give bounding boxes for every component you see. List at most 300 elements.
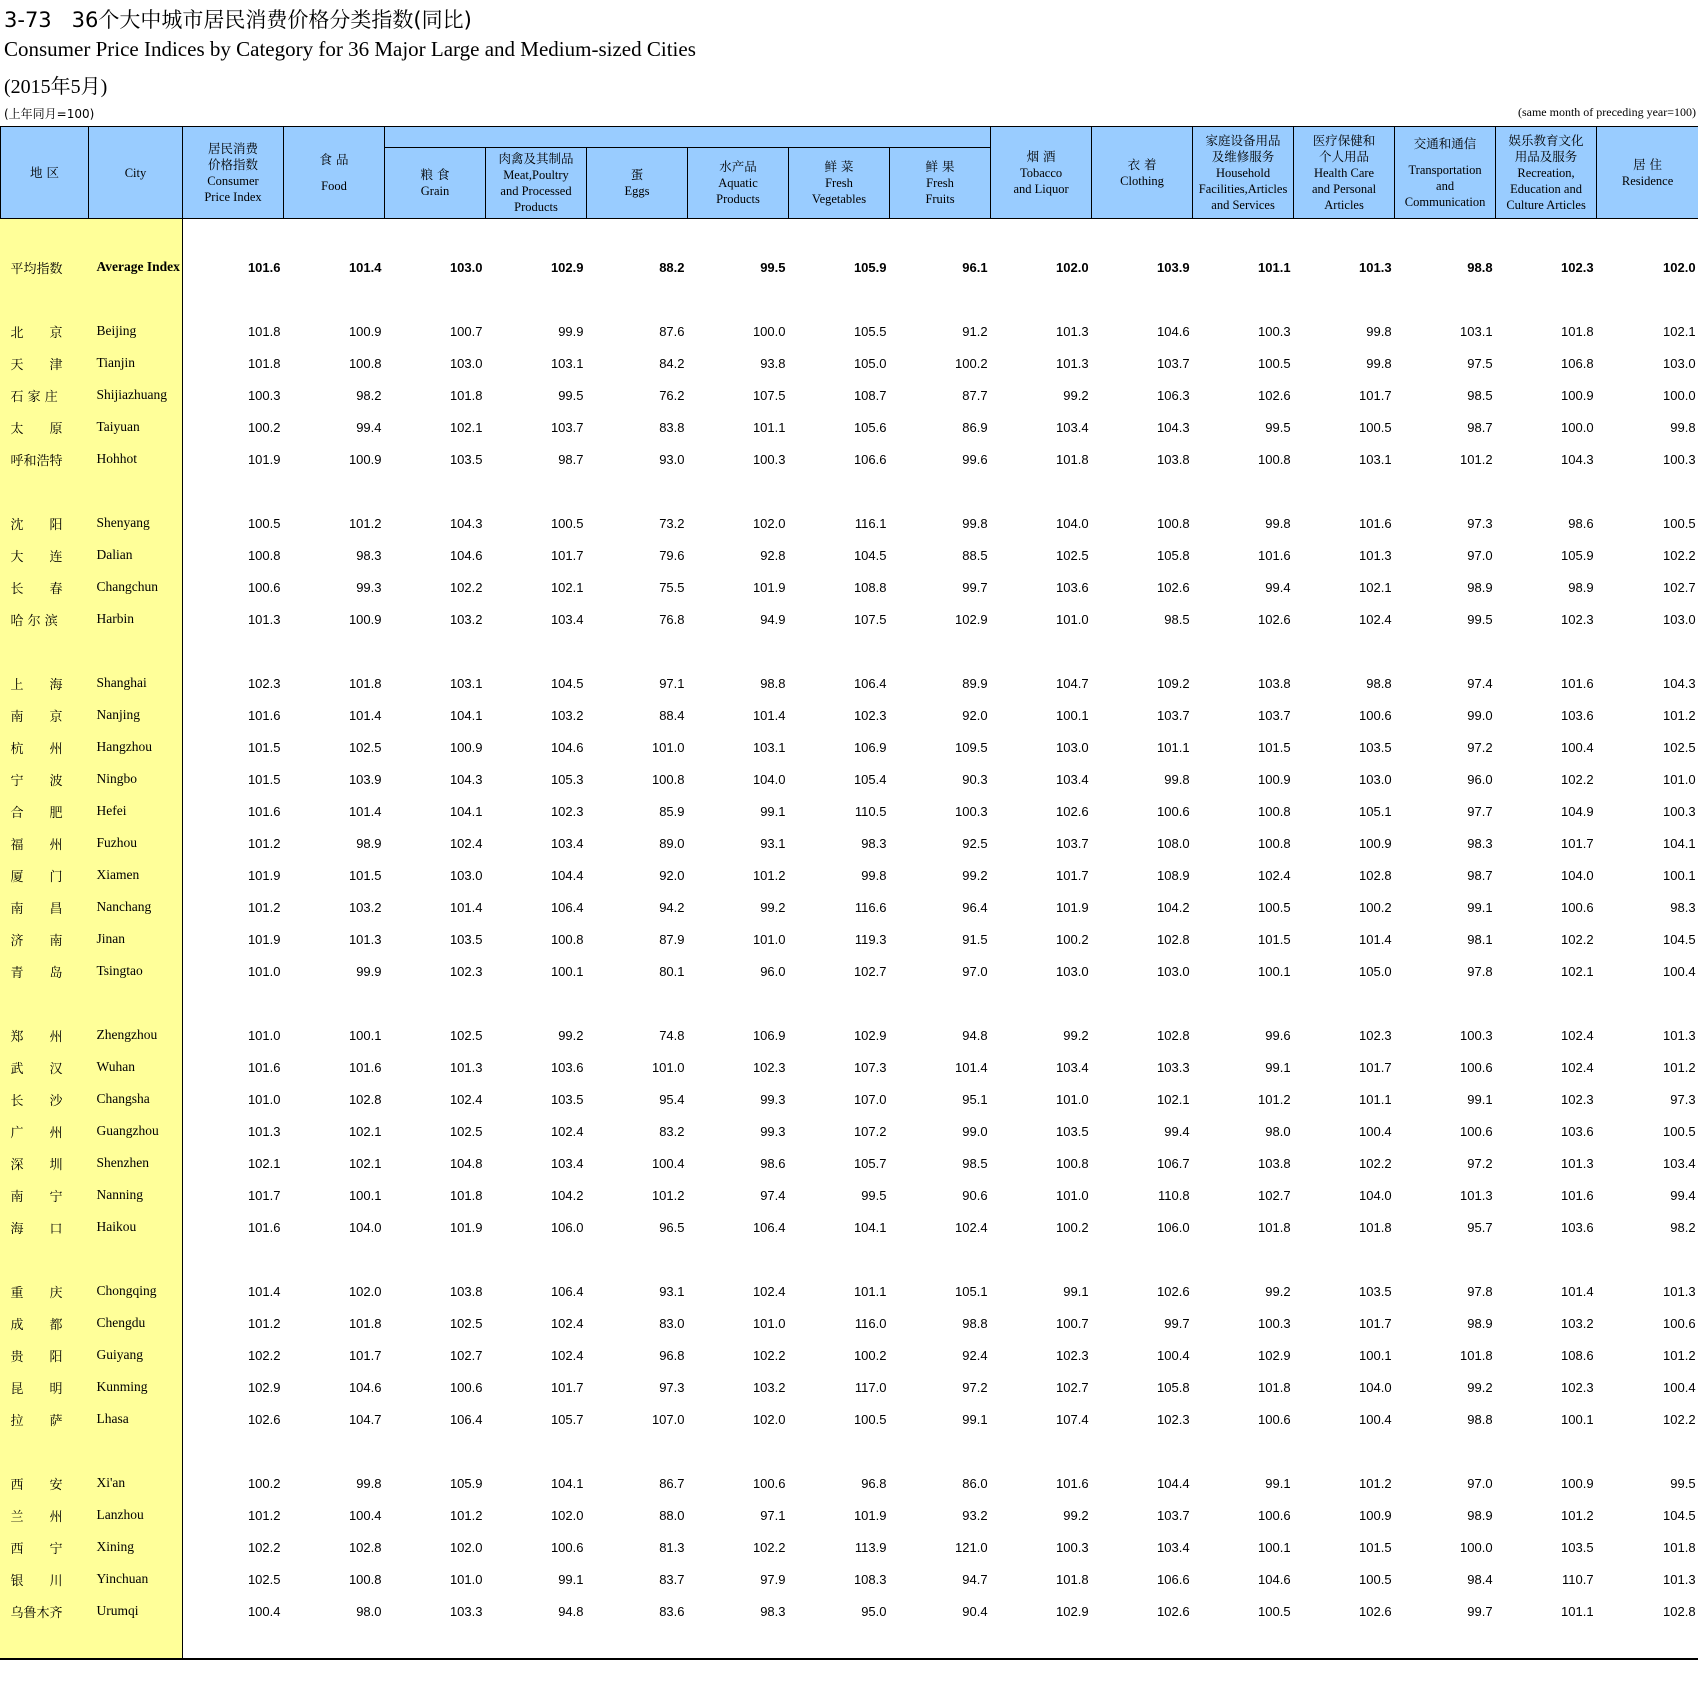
value-cell: 101.2 xyxy=(1663,1347,1696,1363)
city-name-en: Lhasa xyxy=(96,1411,129,1426)
value-cell: 103.5 xyxy=(550,1091,584,1107)
value-cell: 95.0 xyxy=(861,1603,887,1619)
value-cell: 100.5 xyxy=(1258,1603,1291,1619)
value-cell: 103.5 xyxy=(449,451,483,467)
value-cell: 86.0 xyxy=(962,1475,988,1491)
value-cell: 87.7 xyxy=(962,387,988,403)
value-cell: 107.3 xyxy=(853,1059,887,1075)
value-cell: 93.1 xyxy=(659,1283,685,1299)
value-cell: 101.6 xyxy=(247,1059,281,1075)
value-cell: 104.1 xyxy=(449,707,483,723)
value-cell: 83.6 xyxy=(659,1603,685,1619)
value-cell: 103.1 xyxy=(550,355,584,371)
value-cell: 103.5 xyxy=(449,931,483,947)
value-cell: 101.8 xyxy=(449,387,483,403)
value-cell: 104.7 xyxy=(348,1411,382,1427)
value-cell: 102.1 xyxy=(1561,963,1594,979)
value-cell: 100.3 xyxy=(1258,1315,1291,1331)
value-cell: 101.6 xyxy=(247,1219,281,1235)
value-cell: 113.9 xyxy=(854,1539,887,1555)
value-cell: 107.2 xyxy=(853,1123,887,1139)
value-cell: 108.0 xyxy=(1157,835,1190,851)
value-cell: 102.1 xyxy=(550,579,584,595)
value-cell: 104.2 xyxy=(550,1187,584,1203)
city-row xyxy=(1,891,1698,923)
value-cell: 101.8 xyxy=(348,675,382,691)
value-cell: 102.4 xyxy=(1359,611,1392,627)
city-row xyxy=(1,1051,1698,1083)
value-cell: 102.9 xyxy=(550,259,584,275)
value-cell: 103.9 xyxy=(348,771,382,787)
value-cell: 102.0 xyxy=(449,1539,483,1555)
value-cell: 93.1 xyxy=(760,835,786,851)
value-cell: 106.8 xyxy=(1561,355,1594,371)
value-cell: 101.3 xyxy=(247,611,281,627)
city-row xyxy=(1,603,1698,635)
value-cell: 106.0 xyxy=(550,1219,584,1235)
city-row xyxy=(1,699,1698,731)
value-cell: 110.5 xyxy=(854,803,887,819)
value-cell: 73.2 xyxy=(659,515,685,531)
value-cell: 101.0 xyxy=(247,963,281,979)
value-cell: 97.0 xyxy=(962,963,988,979)
value-cell: 106.4 xyxy=(550,899,584,915)
average-row xyxy=(1,219,1698,316)
value-cell: 102.1 xyxy=(348,1123,382,1139)
value-cell: 100.8 xyxy=(1258,803,1291,819)
value-cell: 105.4 xyxy=(853,771,887,787)
value-cell: 88.4 xyxy=(659,707,685,723)
value-cell: 102.5 xyxy=(247,1571,281,1587)
value-cell: 92.0 xyxy=(962,707,988,723)
value-cell: 104.0 xyxy=(1359,1379,1392,1395)
value-cell: 99.2 xyxy=(962,867,988,883)
value-cell: 101.3 xyxy=(1359,259,1392,275)
value-cell: 98.9 xyxy=(1568,579,1594,595)
value-cell: 98.8 xyxy=(1366,675,1392,691)
value-cell: 102.4 xyxy=(449,1091,483,1107)
value-cell: 101.0 xyxy=(247,1091,281,1107)
region-name-cn: 西 安 xyxy=(10,1477,63,1493)
value-cell: 106.4 xyxy=(550,1283,584,1299)
value-cell: 101.9 xyxy=(247,451,281,467)
value-cell: 100.5 xyxy=(1258,899,1291,915)
value-cell: 103.5 xyxy=(1561,1539,1594,1555)
value-cell: 102.5 xyxy=(348,739,382,755)
city-name-en: Chengdu xyxy=(96,1315,146,1330)
value-cell: 100.2 xyxy=(1056,1219,1089,1235)
value-cell: 99.4 xyxy=(1265,579,1291,595)
city-row xyxy=(1,763,1698,795)
region-name-cn: 呼和浩特 xyxy=(10,453,63,469)
value-cell: 102.2 xyxy=(752,1347,786,1363)
city-name-en: Beijing xyxy=(96,323,137,338)
value-cell: 97.9 xyxy=(760,1571,786,1587)
value-cell: 99.6 xyxy=(1265,1027,1291,1043)
value-cell: 87.6 xyxy=(659,323,685,339)
value-cell: 101.3 xyxy=(1663,1027,1696,1043)
value-cell: 98.1 xyxy=(1467,931,1493,947)
value-cell: 76.2 xyxy=(659,387,685,403)
city-name-en: Lanzhou xyxy=(96,1507,144,1522)
region-name-cn: 重 庆 xyxy=(10,1285,63,1301)
city-name-en: Changsha xyxy=(96,1091,150,1106)
value-cell: 101.2 xyxy=(449,1507,483,1523)
value-cell: 117.0 xyxy=(854,1379,887,1395)
value-cell: 99.2 xyxy=(1063,387,1089,403)
value-cell: 100.5 xyxy=(247,515,281,531)
bottom-spacer xyxy=(1,1627,1698,1655)
value-cell: 100.5 xyxy=(1663,1123,1696,1139)
value-cell: 102.3 xyxy=(1561,1091,1594,1107)
city-name-en: Wuhan xyxy=(96,1059,135,1074)
city-row xyxy=(1,1275,1698,1307)
region-name-cn: 成 都 xyxy=(10,1317,63,1333)
value-cell: 103.6 xyxy=(1561,1219,1594,1235)
city-row xyxy=(1,539,1698,571)
value-cell: 99.4 xyxy=(1670,1187,1696,1203)
value-cell: 100.0 xyxy=(1663,387,1696,403)
value-cell: 110.8 xyxy=(1157,1187,1190,1203)
value-cell: 99.2 xyxy=(1063,1507,1089,1523)
region-name-cn: 武 汉 xyxy=(10,1061,63,1077)
header-household: 家庭设备用品 及维修服务 Household Facilities,Articles and Services xyxy=(1193,127,1294,219)
value-cell: 104.1 xyxy=(550,1475,584,1491)
value-cell: 102.8 xyxy=(1157,931,1190,947)
region-name-cn: 南 宁 xyxy=(10,1189,63,1205)
value-cell: 99.5 xyxy=(1467,611,1493,627)
value-cell: 103.3 xyxy=(1157,1059,1190,1075)
value-cell: 101.0 xyxy=(752,1315,786,1331)
value-cell: 102.9 xyxy=(247,1379,281,1395)
value-cell: 103.0 xyxy=(449,259,483,275)
city-row xyxy=(1,1467,1698,1499)
value-cell: 94.2 xyxy=(659,899,685,915)
value-cell: 100.1 xyxy=(348,1027,382,1043)
date-label: (2015年5月) xyxy=(4,76,108,98)
value-cell: 101.2 xyxy=(247,835,281,851)
value-cell: 102.6 xyxy=(1157,1603,1190,1619)
value-cell: 104.6 xyxy=(550,739,584,755)
value-cell: 102.6 xyxy=(247,1411,281,1427)
header-food: 食 品 Food xyxy=(284,127,385,219)
value-cell: 102.3 xyxy=(1561,259,1594,275)
value-cell: 102.0 xyxy=(752,1411,786,1427)
value-cell: 97.8 xyxy=(1467,1283,1493,1299)
value-cell: 100.9 xyxy=(348,611,382,627)
value-cell: 101.7 xyxy=(247,1187,281,1203)
value-cell: 91.5 xyxy=(962,931,988,947)
value-cell: 99.8 xyxy=(1265,515,1291,531)
value-cell: 99.3 xyxy=(356,579,382,595)
region-name-cn: 广 州 xyxy=(10,1125,63,1141)
value-cell: 97.3 xyxy=(1670,1091,1696,1107)
value-cell: 101.6 xyxy=(1359,515,1392,531)
city-name-en: Kunming xyxy=(96,1379,148,1394)
value-cell: 98.5 xyxy=(962,1155,988,1171)
value-cell: 102.3 xyxy=(1359,1027,1392,1043)
value-cell: 102.6 xyxy=(1056,803,1089,819)
value-cell: 102.6 xyxy=(1157,1283,1190,1299)
region-name-cn: 石 家 庄 xyxy=(10,389,58,405)
value-cell: 104.6 xyxy=(1157,323,1190,339)
value-cell: 89.9 xyxy=(962,675,988,691)
value-cell: 101.1 xyxy=(1561,1603,1594,1619)
value-cell: 105.7 xyxy=(853,1155,887,1171)
value-cell: 101.5 xyxy=(1258,931,1291,947)
spacer-cell xyxy=(1,635,1698,667)
value-cell: 103.8 xyxy=(1258,675,1291,691)
city-row xyxy=(1,1595,1698,1627)
city-name-en: Shenyang xyxy=(96,515,150,530)
value-cell: 101.0 xyxy=(1056,1187,1089,1203)
value-cell: 104.1 xyxy=(449,803,483,819)
city-name-en: Fuzhou xyxy=(96,835,137,850)
value-cell: 101.2 xyxy=(1359,1475,1392,1491)
value-cell: 104.6 xyxy=(1258,1571,1291,1587)
value-cell: 104.1 xyxy=(1663,835,1696,851)
value-cell: 106.9 xyxy=(853,739,887,755)
value-cell: 97.1 xyxy=(659,675,685,691)
header-transport: 交通和通信 Transportation and Communication xyxy=(1395,127,1496,219)
value-cell: 103.7 xyxy=(1157,355,1190,371)
value-cell: 101.4 xyxy=(348,707,382,723)
value-cell: 101.8 xyxy=(1561,323,1594,339)
value-cell: 101.7 xyxy=(1359,1315,1392,1331)
value-cell: 100.6 xyxy=(247,579,281,595)
city-row xyxy=(1,571,1698,603)
value-cell: 101.9 xyxy=(1056,899,1089,915)
city-name-en: Tianjin xyxy=(96,355,136,370)
value-cell: 102.7 xyxy=(1663,579,1696,595)
value-cell: 101.7 xyxy=(1056,867,1089,883)
value-cell: 101.4 xyxy=(1561,1283,1594,1299)
value-cell: 100.1 xyxy=(1258,963,1291,979)
value-cell: 101.6 xyxy=(1056,1475,1089,1491)
value-cell: 103.0 xyxy=(449,355,483,371)
value-cell: 87.9 xyxy=(659,931,685,947)
spacer-cell xyxy=(1,475,1698,507)
value-cell: 101.6 xyxy=(348,1059,382,1075)
value-cell: 106.4 xyxy=(752,1219,786,1235)
value-cell: 92.5 xyxy=(962,835,988,851)
value-cell: 108.3 xyxy=(853,1571,887,1587)
value-cell: 102.9 xyxy=(853,1027,887,1043)
value-cell: 98.9 xyxy=(1467,579,1493,595)
value-cell: 100.8 xyxy=(651,771,685,787)
value-cell: 105.0 xyxy=(853,355,887,371)
value-cell: 100.4 xyxy=(1359,1411,1392,1427)
city-name-en: Dalian xyxy=(96,547,133,562)
value-cell: 101.2 xyxy=(1561,1507,1594,1523)
value-cell: 109.5 xyxy=(955,739,988,755)
value-cell: 101.5 xyxy=(1258,739,1291,755)
value-cell: 104.3 xyxy=(1663,675,1696,691)
value-cell: 105.3 xyxy=(550,771,584,787)
value-cell: 96.1 xyxy=(962,259,988,275)
header-food-subgroup xyxy=(385,127,991,148)
city-row xyxy=(1,347,1698,379)
value-cell: 102.8 xyxy=(1663,1603,1696,1619)
value-cell: 99.7 xyxy=(1467,1603,1493,1619)
city-row xyxy=(1,315,1698,347)
value-cell: 101.6 xyxy=(1561,675,1594,691)
value-cell: 108.8 xyxy=(853,579,887,595)
city-name-en: Hangzhou xyxy=(96,739,152,754)
value-cell: 98.6 xyxy=(760,1155,786,1171)
value-cell: 95.1 xyxy=(962,1091,988,1107)
value-cell: 102.4 xyxy=(550,1315,584,1331)
value-cell: 100.9 xyxy=(1561,1475,1594,1491)
value-cell: 101.2 xyxy=(1258,1091,1291,1107)
city-name-en: Hefei xyxy=(96,803,127,818)
value-cell: 103.8 xyxy=(1157,451,1190,467)
value-cell: 103.7 xyxy=(1258,707,1291,723)
value-cell: 101.4 xyxy=(752,707,786,723)
value-cell: 96.0 xyxy=(760,963,786,979)
value-cell: 116.1 xyxy=(854,515,887,531)
value-cell: 102.3 xyxy=(247,675,281,691)
value-cell: 101.3 xyxy=(1359,547,1392,563)
value-cell: 98.3 xyxy=(760,1603,786,1619)
value-cell: 104.0 xyxy=(1359,1187,1392,1203)
value-cell: 83.7 xyxy=(659,1571,685,1587)
region-name-cn: 长 春 xyxy=(10,581,63,597)
value-cell: 94.7 xyxy=(962,1571,988,1587)
value-cell: 101.4 xyxy=(247,1283,281,1299)
value-cell: 102.5 xyxy=(449,1123,483,1139)
value-cell: 107.5 xyxy=(853,611,887,627)
header-clothing: 衣 着 Clothing xyxy=(1092,127,1193,219)
value-cell: 100.4 xyxy=(1157,1347,1190,1363)
value-cell: 101.8 xyxy=(1258,1379,1291,1395)
value-cell: 101.3 xyxy=(1056,355,1089,371)
table-body xyxy=(1,219,1698,1656)
value-cell: 100.5 xyxy=(1258,355,1291,371)
value-cell: 107.0 xyxy=(853,1091,887,1107)
value-cell: 101.8 xyxy=(1258,1219,1291,1235)
value-cell: 100.1 xyxy=(1561,1411,1594,1427)
region-name-cn: 厦 门 xyxy=(10,869,63,885)
value-cell: 102.3 xyxy=(449,963,483,979)
value-cell: 100.8 xyxy=(348,355,382,371)
region-name-cn: 南 昌 xyxy=(10,901,63,917)
region-name-cn: 合 肥 xyxy=(10,805,63,821)
value-cell: 100.4 xyxy=(1561,739,1594,755)
value-cell: 90.3 xyxy=(962,771,988,787)
city-name-en: Jinan xyxy=(96,931,125,946)
value-cell: 92.8 xyxy=(760,547,786,563)
value-cell: 103.4 xyxy=(1056,771,1089,787)
value-cell: 107.4 xyxy=(1056,1411,1089,1427)
value-cell: 101.0 xyxy=(651,739,685,755)
value-cell: 101.1 xyxy=(1359,1091,1392,1107)
value-cell: 101.7 xyxy=(550,547,584,563)
value-cell: 102.9 xyxy=(955,611,988,627)
value-cell: 92.0 xyxy=(659,867,685,883)
value-cell: 103.3 xyxy=(449,1603,483,1619)
value-cell: 102.7 xyxy=(1056,1379,1089,1395)
value-cell: 98.7 xyxy=(558,451,584,467)
value-cell: 103.8 xyxy=(449,1283,483,1299)
region-name-cn: 青 岛 xyxy=(10,965,63,981)
value-cell: 102.2 xyxy=(247,1347,281,1363)
value-cell: 101.7 xyxy=(1359,1059,1392,1075)
value-cell: 103.0 xyxy=(449,867,483,883)
value-cell: 104.3 xyxy=(1561,451,1594,467)
table-number: 3-73 xyxy=(4,8,52,32)
value-cell: 101.2 xyxy=(247,1315,281,1331)
value-cell: 103.2 xyxy=(550,707,584,723)
value-cell: 102.5 xyxy=(449,1027,483,1043)
value-cell: 100.5 xyxy=(550,515,584,531)
city-row xyxy=(1,1307,1698,1339)
value-cell: 100.5 xyxy=(853,1411,887,1427)
value-cell: 105.6 xyxy=(853,419,887,435)
value-cell: 102.4 xyxy=(550,1123,584,1139)
value-cell: 101.8 xyxy=(1056,1571,1089,1587)
value-cell: 101.4 xyxy=(348,803,382,819)
value-cell: 103.1 xyxy=(752,739,786,755)
value-cell: 102.2 xyxy=(1561,771,1594,787)
value-cell: 95.7 xyxy=(1467,1219,1493,1235)
value-cell: 103.0 xyxy=(1359,771,1392,787)
group-spacer xyxy=(1,1243,1698,1275)
value-cell: 98.2 xyxy=(1670,1219,1696,1235)
city-name-en: Yinchuan xyxy=(96,1571,149,1586)
value-cell: 101.0 xyxy=(752,931,786,947)
value-cell: 100.8 xyxy=(247,547,281,563)
value-cell: 104.5 xyxy=(1663,1507,1696,1523)
value-cell: 101.5 xyxy=(1359,1539,1392,1555)
value-cell: 102.4 xyxy=(1258,867,1291,883)
value-cell: 92.4 xyxy=(962,1347,988,1363)
value-cell: 102.1 xyxy=(348,1155,382,1171)
value-cell: 102.2 xyxy=(1561,931,1594,947)
header-eggs: 蛋 Eggs xyxy=(587,148,688,219)
value-cell: 100.4 xyxy=(1663,1379,1696,1395)
city-row xyxy=(1,1083,1698,1115)
value-cell: 102.6 xyxy=(1157,579,1190,595)
region-name-cn: 银 川 xyxy=(10,1573,63,1589)
value-cell: 100.5 xyxy=(1359,1571,1392,1587)
value-cell: 101.9 xyxy=(853,1507,887,1523)
value-cell: 99.5 xyxy=(760,259,786,275)
value-cell: 100.5 xyxy=(1663,515,1696,531)
value-cell: 101.1 xyxy=(853,1283,887,1299)
value-cell: 99.1 xyxy=(760,803,786,819)
title-cn: 36个大中城市居民消费价格分类指数(同比) xyxy=(71,8,472,32)
value-cell: 100.1 xyxy=(1359,1347,1392,1363)
value-cell: 119.3 xyxy=(854,931,887,947)
city-name-en: Urumqi xyxy=(96,1603,139,1618)
value-cell: 101.0 xyxy=(651,1059,685,1075)
value-cell: 96.4 xyxy=(962,899,988,915)
value-cell: 83.0 xyxy=(659,1315,685,1331)
value-cell: 83.8 xyxy=(659,419,685,435)
value-cell: 102.1 xyxy=(1663,323,1696,339)
value-cell: 100.6 xyxy=(1258,1507,1291,1523)
title-en: Consumer Price Indices by Category for 36 Major Large and Medium-sized Cities xyxy=(4,37,696,61)
spacer-cell xyxy=(1,1243,1698,1275)
value-cell: 101.0 xyxy=(247,1027,281,1043)
value-cell: 102.2 xyxy=(449,579,483,595)
value-cell: 96.8 xyxy=(659,1347,685,1363)
value-cell: 100.2 xyxy=(1056,931,1089,947)
value-cell: 101.7 xyxy=(348,1347,382,1363)
value-cell: 100.6 xyxy=(1359,707,1392,723)
value-cell: 99.3 xyxy=(760,1123,786,1139)
